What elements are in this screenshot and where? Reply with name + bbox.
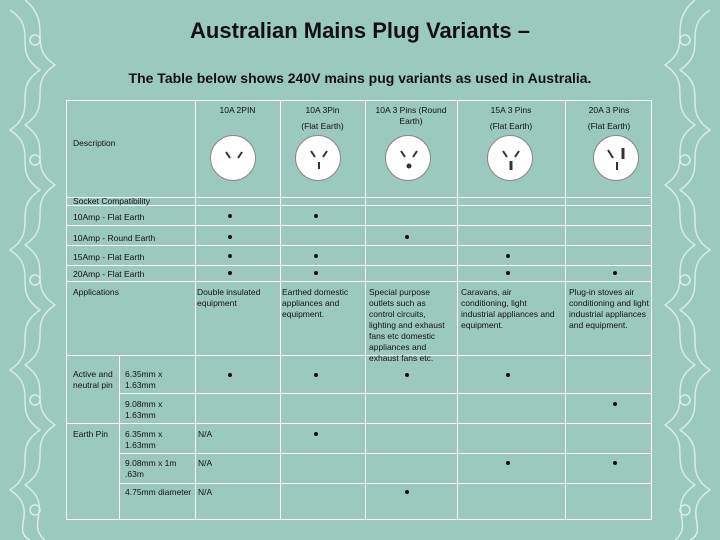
socket-10a-2pin-icon <box>210 135 256 181</box>
col-header-20a-3pin: 20A 3 Pins (Flat Earth) <box>587 105 631 131</box>
compat-dot <box>228 271 232 275</box>
earth-pin-dot <box>405 490 409 494</box>
grid-line <box>67 423 651 424</box>
grid-line <box>67 225 651 226</box>
grid-line <box>119 483 651 484</box>
plug-variants-table <box>66 100 652 520</box>
application-text: Caravans, air conditioning, light industrial appliances and equipment. <box>461 287 555 330</box>
active-pin-dot <box>613 402 617 406</box>
grid-line <box>280 101 281 519</box>
socket-compatibility-label: Socket Compatibility <box>73 196 151 206</box>
grid-line <box>457 101 458 519</box>
compat-dot <box>506 254 510 258</box>
compat-dot <box>228 235 232 239</box>
grid-line <box>67 355 651 356</box>
grid-line <box>119 393 651 394</box>
grid-line <box>565 101 566 519</box>
compat-row-label: 10Amp - Flat Earth <box>73 212 145 222</box>
applications-label: Applications <box>73 287 119 297</box>
active-pin-dot <box>405 373 409 377</box>
socket-10a-3pin-flat-icon <box>295 135 341 181</box>
compat-dot <box>228 254 232 258</box>
earth-pin-dot <box>506 461 510 465</box>
grid-line <box>195 101 196 519</box>
compat-row-label: 20Amp - Flat Earth <box>73 269 145 279</box>
page-title: Australian Mains Plug Variants – <box>190 18 530 43</box>
active-pin-dot <box>314 373 318 377</box>
col-header-10a-3pin-flat: 10A 3Pin (Flat Earth) <box>301 105 344 131</box>
compat-dot <box>506 271 510 275</box>
col-header-10a-2pin: 10A 2PIN <box>219 105 256 115</box>
na-text: N/A <box>198 487 213 497</box>
pin-size: 4.75mm diameter <box>125 487 192 497</box>
grid-line <box>67 265 651 266</box>
grid-line <box>67 281 651 282</box>
compat-dot <box>228 214 232 218</box>
grid-line <box>67 245 651 246</box>
pin-size: 9.08mm x 1.63mm <box>125 399 163 420</box>
earth-pin-label: Earth Pin <box>73 429 108 439</box>
compat-dot <box>314 271 318 275</box>
pin-size: 6.35mm x 1.63mm <box>125 429 163 450</box>
grid-line <box>119 453 651 454</box>
compat-dot <box>405 235 409 239</box>
col-header-15a-3pin: 15A 3 Pins (Flat Earth) <box>489 105 533 131</box>
application-text: Double insulated equipment <box>197 287 261 308</box>
compat-row-label: 15Amp - Flat Earth <box>73 252 145 262</box>
socket-20a-3pin-icon <box>593 135 639 181</box>
compat-dot <box>613 271 617 275</box>
application-text: Special purpose outlets such as control circuits, lighting and exhaust fans etc domestic appliances and exhaust fans etc. <box>369 287 445 363</box>
compat-dot <box>314 214 318 218</box>
earth-pin-dot <box>314 432 318 436</box>
active-pin-dot <box>506 373 510 377</box>
na-text: N/A <box>198 429 213 439</box>
page-subtitle: The Table below shows 240V mains pug variants as used in Australia. <box>128 70 592 86</box>
na-text: N/A <box>198 458 213 468</box>
pin-size: 9.08mm x 1m .63m <box>125 458 177 479</box>
compat-row-label: 10Amp - Round Earth <box>73 233 156 243</box>
compat-dot <box>314 254 318 258</box>
description-label: Description <box>73 138 116 148</box>
application-text: Plug-in stoves air conditioning and light industrial appliances and equipment. <box>569 287 649 330</box>
socket-15a-3pin-icon <box>487 135 533 181</box>
grid-line <box>67 197 651 198</box>
active-neutral-pin-label: Active and neutral pin <box>73 369 113 390</box>
grid-line <box>365 101 366 519</box>
active-pin-dot <box>228 373 232 377</box>
grid-line <box>119 355 120 519</box>
earth-pin-dot <box>613 461 617 465</box>
socket-10a-3pin-round-icon <box>385 135 431 181</box>
pin-size: 6.35mm x 1.63mm <box>125 369 163 390</box>
application-text: Earthed domestic appliances and equipment. <box>282 287 349 319</box>
grid-line <box>67 205 651 206</box>
col-header-10a-3pin-round: 10A 3 Pins (Round Earth) <box>375 105 447 126</box>
